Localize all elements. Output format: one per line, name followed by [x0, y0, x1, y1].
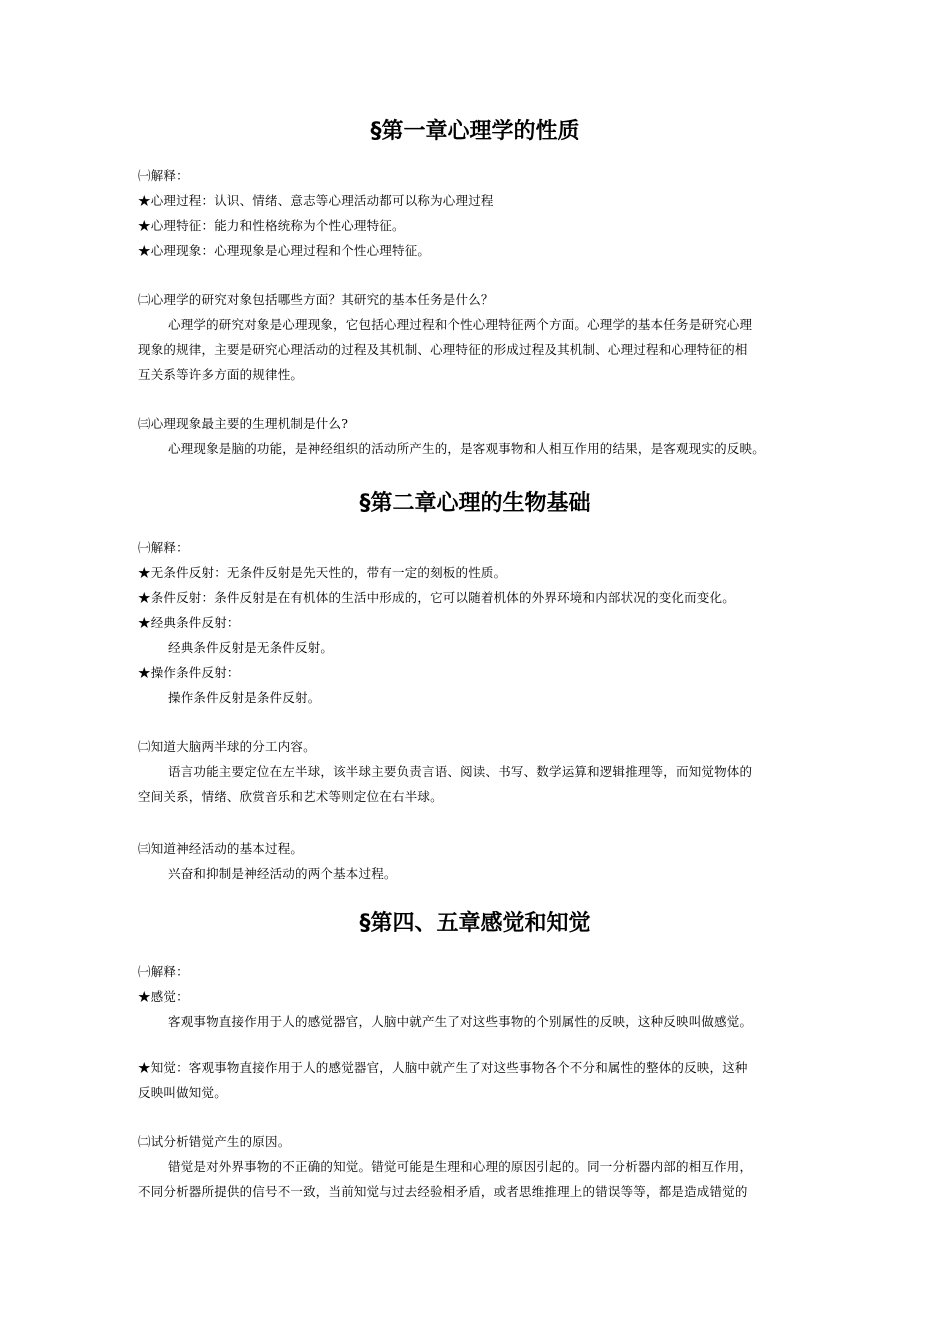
text-line: 经典条件反射是无条件反射。 — [168, 640, 334, 655]
text-line: ★经典条件反射： — [138, 615, 240, 630]
chapter-2-title: §第二章心理的生物基础 — [359, 491, 591, 516]
text-line: ㈠解释： — [138, 168, 189, 183]
text-line: 客观事物直接作用于人的感觉器官，人脑中就产生了对这些事物的个别属性的反映，这种反映叫做感觉。 — [168, 1014, 753, 1029]
chapter-4-5-title: §第四、五章感觉和知觉 — [359, 911, 591, 936]
text-line: ★无条件反射：无条件反射是先天性的，带有一定的刻板的性质。 — [138, 565, 507, 580]
text-line: 空间关系，情绪、欣赏音乐和艺术等则定位在右半球。 — [138, 789, 443, 804]
text-line: ★感觉： — [138, 989, 189, 1004]
text-line: ★心理特征：能力和性格统称为个性心理特征。 — [138, 218, 405, 233]
text-line: ㈡试分析错觉产生的原因。 — [138, 1134, 291, 1149]
text-line: ★知觉：客观事物直接作用于人的感觉器官，人脑中就产生了对这些事物各个不分和属性的整体的反映，这种 — [138, 1060, 748, 1075]
text-line: ㈡心理学的研究对象包括哪些方面？其研究的基本任务是什么？ — [138, 292, 494, 307]
text-line: ㈠解释： — [138, 964, 189, 979]
text-line: 兴奋和抑制是神经活动的两个基本过程。 — [168, 866, 397, 881]
text-line: 互关系等许多方面的规律性。 — [138, 367, 304, 382]
text-line: ㈡知道大脑两半球的分工内容。 — [138, 739, 316, 754]
text-line: ★心理过程：认识、情绪、意志等心理活动都可以称为心理过程 — [138, 193, 494, 208]
text-line: 心理学的研究对象是心理现象，它包括心理过程和个性心理特征两个方面。心理学的基本任务是研究心理 — [168, 317, 753, 332]
text-line: 不同分析器所提供的信号不一致，当前知觉与过去经验相矛盾，或者思维推理上的错误等等，都是造成错觉的 — [138, 1184, 748, 1199]
text-line: 语言功能主要定位在左半球，该半球主要负责言语、阅读、书写、数学运算和逻辑推理等，而知觉物体的 — [168, 764, 753, 779]
text-line: ㈠解释： — [138, 540, 189, 555]
text-line: 反映叫做知觉。 — [138, 1085, 227, 1100]
text-line: ★条件反射：条件反射是在有机体的生活中形成的，它可以随着机体的外界环境和内部状况的变化而变化。 — [138, 590, 735, 605]
text-line: ㈢心理现象最主要的生理机制是什么? — [138, 416, 349, 431]
text-line: ★心理现象：心理现象是心理过程和个性心理特征。 — [138, 243, 431, 258]
text-line: 现象的规律，主要是研究心理活动的过程及其机制、心理特征的形成过程及其机制、心理过程和心理特征的相 — [138, 342, 748, 357]
chapter-1-title: §第一章心理学的性质 — [370, 119, 580, 144]
text-line: ★操作条件反射： — [138, 665, 240, 680]
text-line: 操作条件反射是条件反射。 — [168, 690, 321, 705]
text-line: 心理现象是脑的功能，是神经组织的活动所产生的，是客观事物和人相互作用的结果，是客观现实的反映。 — [168, 441, 765, 456]
text-line: ㈢知道神经活动的基本过程。 — [138, 841, 304, 856]
text-line: 错觉是对外界事物的不正确的知觉。错觉可能是生理和心理的原因引起的。同一分析器内部的相互作用， — [168, 1159, 753, 1174]
